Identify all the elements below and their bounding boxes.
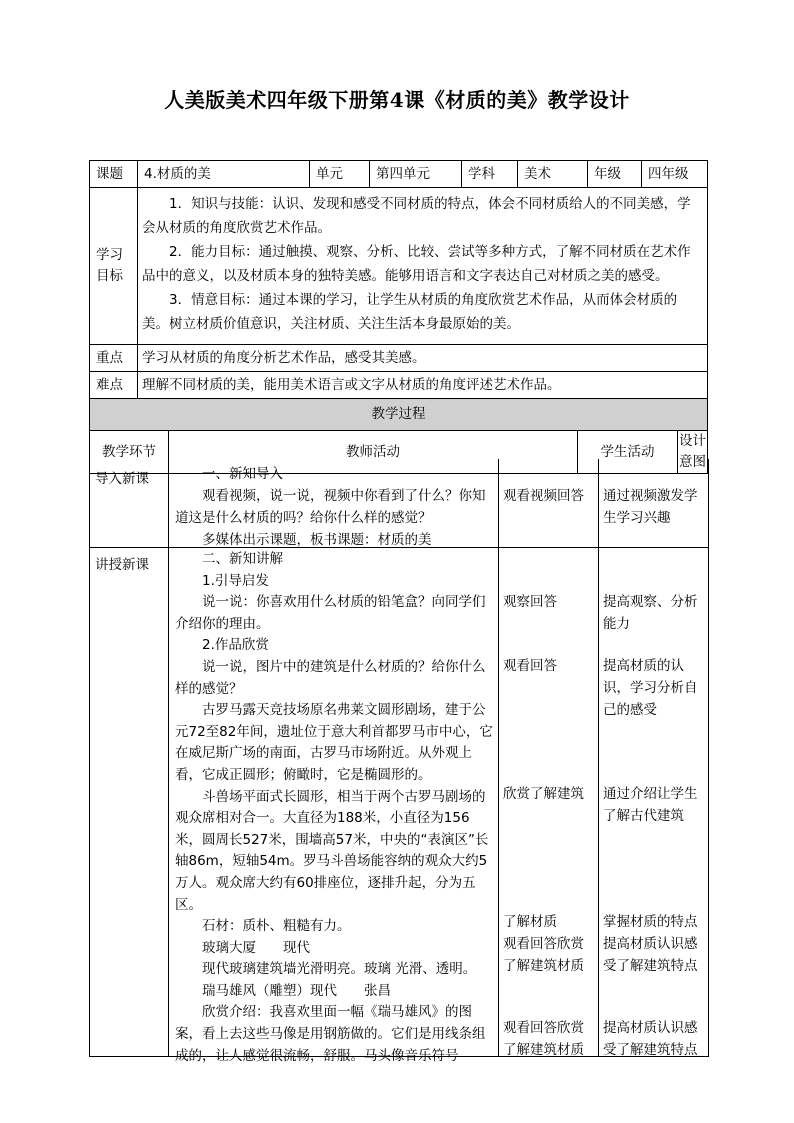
column-header-teacher: 教师活动 xyxy=(169,431,578,474)
goals-content xyxy=(138,188,708,345)
lecture-intent: 掌握材质的特点 xyxy=(603,914,698,930)
info-table xyxy=(89,160,708,399)
column-header-student: 学生活动 xyxy=(578,431,678,474)
goal-item: 2．能力目标：通过触摸、观察、分析、比较、尝试等多种方式，了解不同材质在艺术作品中的意义，以及材质本身的独特美感。能够用语言和文字表达自己对材质之美的感受。 xyxy=(142,244,691,284)
difficulty-label: 难点 xyxy=(90,372,138,399)
subject-value: 美术 xyxy=(518,161,588,188)
grade-label: 年级 xyxy=(588,161,642,188)
difficulty-value: 理解不同材质的美，能用美术语言或文字从材质的角度评述艺术作品。 xyxy=(138,372,708,399)
lecture-teacher-line: 斗兽场平面式长圆形，相当于两个古罗马剧场的观众席相对合一。大直径为188米，小直径为156米，圆周长527米，围墙高57米，中央的“表演区”长轴86m，短轴54m。罗马斗兽场能容纳的观众大约5万人。观众席大约有60排座位，逐排升起，分为五区。 xyxy=(175,788,489,913)
lecture-teacher-line: 古罗马露天竞技场原名弗莱文圆形剧场，建于公元72至82年间，遗址位于意大利首都罗马市中心，它在威尼斯广场的南面，古罗马市场附近。从外观上看，它成正圆形；俯瞰时，它是椭圆形的。 xyxy=(175,702,493,783)
lecture-intent: 提高材质的认识，学习分析自己的感受 xyxy=(603,658,698,718)
key-label: 重点 xyxy=(90,345,138,372)
lecture-student: 观察回答 xyxy=(503,594,557,610)
lecture-intent: 提高观察、分析能力 xyxy=(603,594,698,632)
intro-stage: 导入新课 xyxy=(95,471,149,487)
lecture-student: 观看回答欣赏了解建筑材质 xyxy=(503,936,584,974)
unit-value: 第四单元 xyxy=(370,161,462,188)
lecture-student: 了解材质 xyxy=(503,914,557,930)
column-header-intent: 设计意图 xyxy=(678,431,708,474)
intro-teacher-line: 多媒体出示课题，板书课题：材质的美 xyxy=(202,532,432,548)
lecture-student: 欣赏了解建筑 xyxy=(503,786,584,802)
lecture-teacher-line: 石材：质朴、粗糙有力。 xyxy=(202,918,351,935)
goals-label xyxy=(90,188,138,345)
lecture-teacher-line: 二、新知讲解 xyxy=(202,551,283,567)
lecture-intent: 提高材质认识感受了解建筑特点 xyxy=(603,936,698,974)
lecture-teacher-line: 瑞马雄风（雕塑）现代 张昌 xyxy=(202,982,391,999)
intro-intent: 通过视频激发学生学习兴趣 xyxy=(603,488,698,526)
lecture-intent: 通过介绍让学生了解古代建筑 xyxy=(603,786,698,824)
lecture-stage: 讲授新课 xyxy=(95,557,149,573)
goals-label-line2: 目标 xyxy=(96,268,123,284)
course-label: 课题 xyxy=(90,161,138,188)
lecture-teacher-line: 玻璃大厦 现代 xyxy=(202,939,310,956)
lecture-teacher-line: 欣赏介绍：我喜欢里面一幅《瑞马雄风》的图案，看上去这些马像是用钢筋做的。它们是用线条组成的，让人感觉很流畅，舒服。马头像音乐符号 xyxy=(175,1004,486,1064)
lecture-teacher-line: 2.作品欣赏 xyxy=(202,637,269,654)
lecture-intent: 提高材质认识感受了解建筑特点 xyxy=(603,1020,698,1058)
lecture-teacher-line: 现代玻璃建筑墙光滑明亮。玻璃 光滑、透明。 xyxy=(202,961,477,978)
column-header-stage: 教学环节 xyxy=(90,431,169,474)
subject-label: 学科 xyxy=(462,161,518,188)
lecture-teacher-line: 说一说，图片中的建筑是什么材质的？给你什么样的感觉？ xyxy=(175,658,486,697)
intro-teacher-line: 观看视频，说一说，视频中你看到了什么？你知道这是什么材质的吗？给你什么样的感觉？ xyxy=(175,488,486,526)
lecture-teacher xyxy=(175,549,493,1067)
goal-item: 3．情意目标：通过本课的学习，让学生从材质的角度欣赏艺术作品，从而体会材质的美。树立材质价值意识，关注材质、关注生活本身最原始的美。 xyxy=(142,292,678,332)
course-value: 4.材质的美 xyxy=(138,161,310,188)
unit-label: 单元 xyxy=(310,161,370,188)
lecture-student: 观看回答 xyxy=(503,658,557,674)
goal-item: 1．知识与技能：认识、发现和感受不同材质的特点，体会不同材质给人的不同美感，学会从材质的角度欣赏艺术作品。 xyxy=(142,196,691,236)
page-title: 人美版美术四年级下册第4课《材质的美》教学设计 xyxy=(164,88,630,112)
intro-student: 观看视频回答 xyxy=(503,488,584,504)
process-body xyxy=(89,459,708,1064)
lecture-teacher-line: 说一说：你喜欢用什么材质的铅笔盒？向同学们介绍你的理由。 xyxy=(175,594,486,632)
goals-label-line1: 学习 xyxy=(96,247,123,263)
grade-value: 四年级 xyxy=(642,161,708,188)
intro-teacher xyxy=(175,463,493,551)
lecture-teacher-line: 1.引导启发 xyxy=(202,572,269,589)
key-value: 学习从材质的角度分析艺术作品，感受其美感。 xyxy=(138,345,708,372)
process-header: 教学过程 xyxy=(90,399,708,431)
lecture-student: 观看回答欣赏了解建筑材质 xyxy=(503,1020,584,1058)
intro-teacher-line: 一、新知导入 xyxy=(202,466,283,482)
